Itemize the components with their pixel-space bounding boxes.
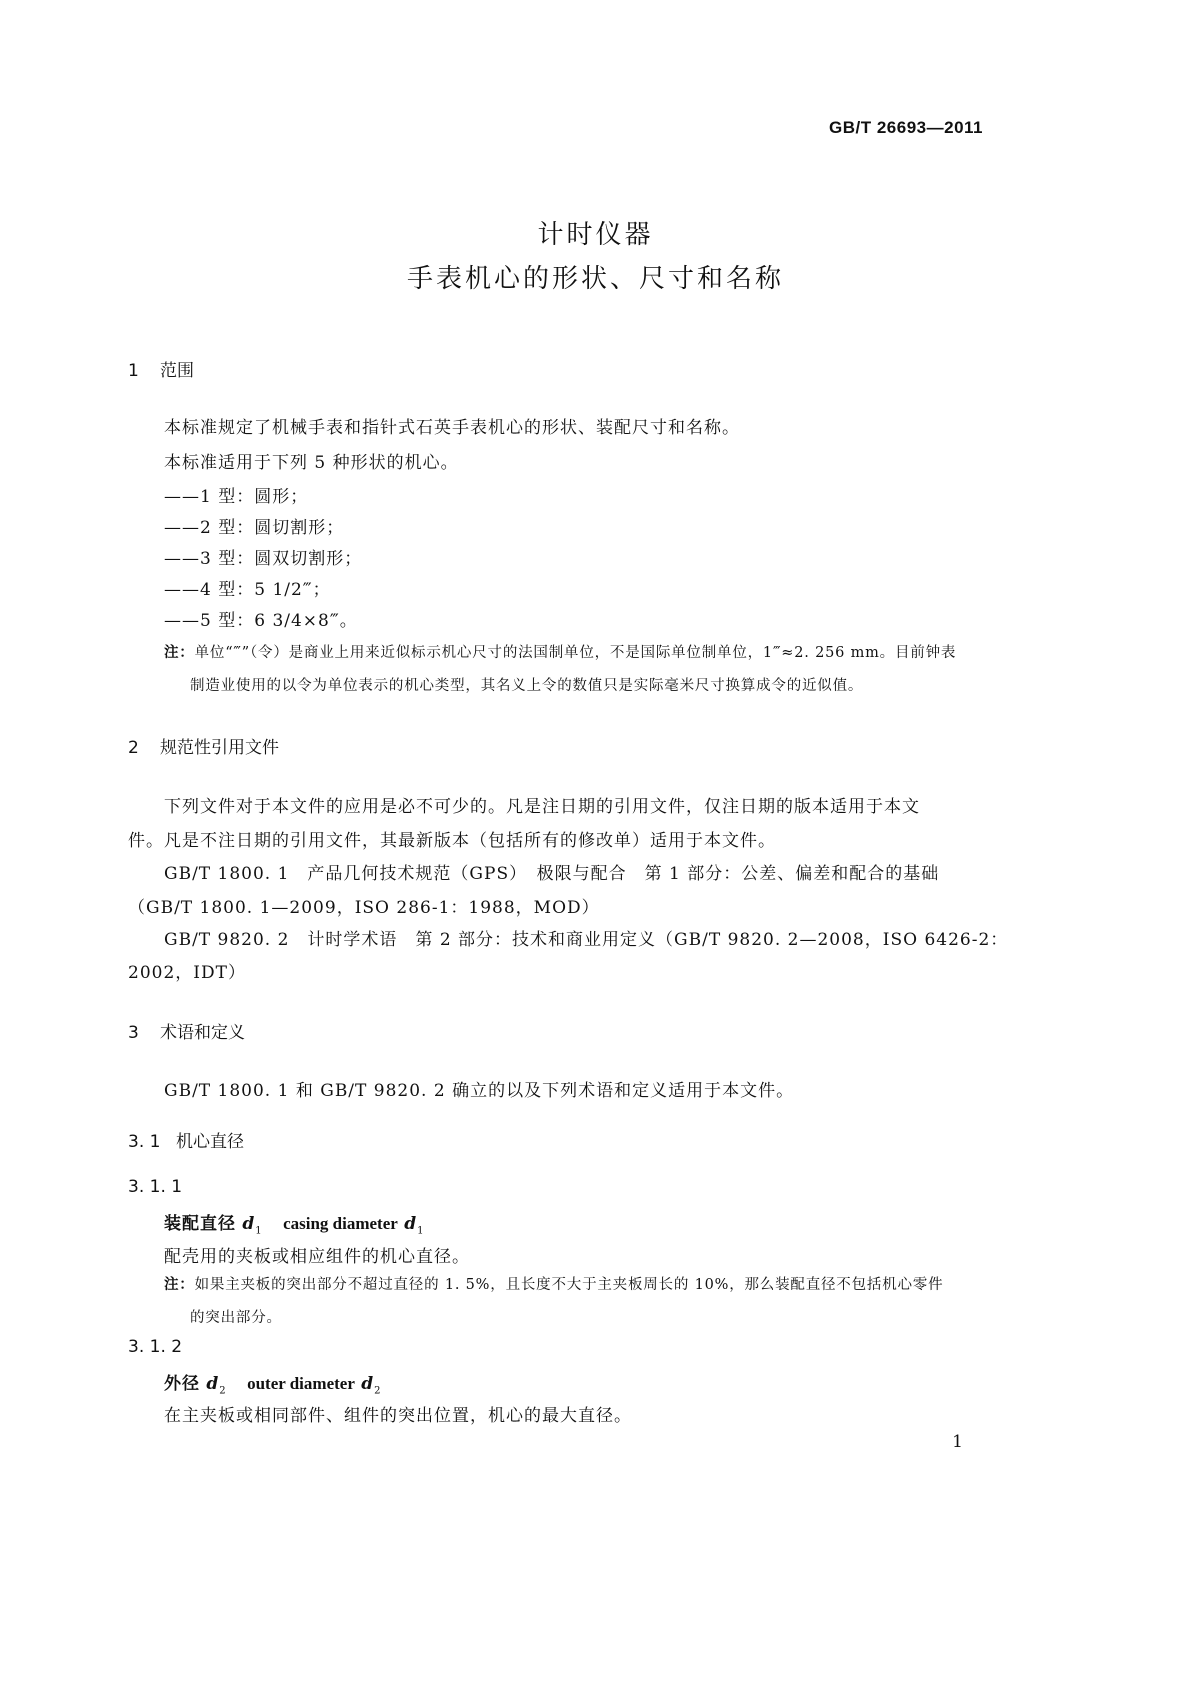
section-1-heading — [128, 356, 194, 381]
paragraph: 下列文件对于本文件的应用是必不可少的。凡是注日期的引用文件，仅注日期的版本适用于本文 — [164, 797, 920, 817]
paragraph: 本标准适用于下列 5 种形状的机心。 — [164, 453, 459, 473]
note-label: 注： — [164, 644, 195, 661]
term-heading — [164, 1369, 382, 1396]
title-line-1: 计时仪器 — [537, 220, 654, 250]
note — [164, 1273, 943, 1294]
term-symbol: d — [361, 1374, 375, 1394]
term-english: casing diameter — [283, 1214, 398, 1233]
note-continuation: 制造业使用的以令为单位表示的机心类型，其名义上令的数值只是实际毫米尺寸换算成令的近似值。 — [190, 678, 864, 694]
paragraph: GB/T 1800. 1 和 GB/T 9820. 2 确立的以及下列术语和定义适用于本文件。 — [164, 1081, 795, 1101]
page-number: 1 — [952, 1432, 963, 1452]
note-text: 单位“‴”（令）是商业上用来近似标示机心尺寸的法国制单位，不是国际单位制单位，1‴≈2. 256 mm。目前钟表 — [194, 645, 957, 661]
term-symbol: d — [206, 1374, 220, 1394]
term-name: 外径 — [164, 1374, 200, 1394]
note-text: 如果主夹板的突出部分不超过直径的 1. 5%，且长度不大于主夹板周长的 10%，那么装配直径不包括机心零件 — [194, 1277, 944, 1293]
term-number: 3. 1. 2 — [128, 1337, 183, 1357]
section-number: 1 — [128, 361, 139, 381]
list-item: ——2 型：圆切割形； — [164, 518, 345, 538]
term-symbol: d — [242, 1214, 256, 1234]
term-english: outer diameter — [247, 1374, 355, 1393]
section-title: 范围 — [160, 361, 194, 381]
paragraph-continuation: 件。凡是不注日期的引用文件，其最新版本（包括所有的修改单）适用于本文件。 — [128, 831, 776, 851]
note — [164, 641, 956, 662]
title-line-2: 手表机心的形状、尺寸和名称 — [406, 264, 784, 294]
term-symbol-subscript: 2 — [219, 1385, 227, 1397]
term-symbol-subscript: 1 — [417, 1225, 425, 1237]
section-title: 术语和定义 — [160, 1023, 245, 1043]
term-definition: 配壳用的夹板或相应组件的机心直径。 — [164, 1247, 470, 1267]
paragraph: 本标准规定了机械手表和指针式石英手表机心的形状、装配尺寸和名称。 — [164, 418, 740, 438]
section-2-heading — [128, 733, 279, 758]
term-definition: 在主夹板或相同部件、组件的突出位置，机心的最大直径。 — [164, 1406, 632, 1426]
section-3-heading — [128, 1018, 245, 1043]
section-title: 规范性引用文件 — [160, 738, 279, 758]
subsection-number: 3. 1 — [128, 1132, 161, 1152]
section-number: 2 — [128, 738, 139, 758]
subsection-3-1-heading — [128, 1127, 244, 1152]
term-number: 3. 1. 1 — [128, 1177, 183, 1197]
term-symbol: d — [404, 1214, 418, 1234]
term-symbol-subscript: 1 — [255, 1225, 263, 1237]
reference-item: GB/T 9820. 2 计时学术语 第 2 部分：技术和商业用定义（GB/T 9820. 2—2008，ISO 6426-2： — [164, 930, 1009, 950]
term-heading — [164, 1209, 424, 1236]
reference-item: GB/T 1800. 1 产品几何技术规范（GPS） 极限与配合 第 1 部分：公差、偏差和配合的基础 — [164, 864, 940, 884]
list-item: ——3 型：圆双切割形； — [164, 549, 363, 569]
term-symbol-subscript: 2 — [374, 1385, 382, 1397]
list-item: ——5 型：6 3/4×8‴。 — [164, 611, 358, 631]
list-item: ——4 型：5 1/2‴； — [164, 580, 331, 600]
reference-continuation: （GB/T 1800. 1—2009，ISO 286-1：1988，MOD） — [128, 898, 600, 918]
list-item: ——1 型：圆形； — [164, 487, 309, 507]
term-name: 装配直径 — [164, 1214, 236, 1234]
reference-continuation: 2002，IDT） — [128, 963, 246, 983]
standard-code: GB/T 26693—2011 — [829, 118, 983, 137]
section-number: 3 — [128, 1023, 139, 1043]
subsection-title: 机心直径 — [176, 1132, 244, 1152]
note-continuation: 的突出部分。 — [190, 1310, 282, 1326]
note-label: 注： — [164, 1276, 195, 1293]
